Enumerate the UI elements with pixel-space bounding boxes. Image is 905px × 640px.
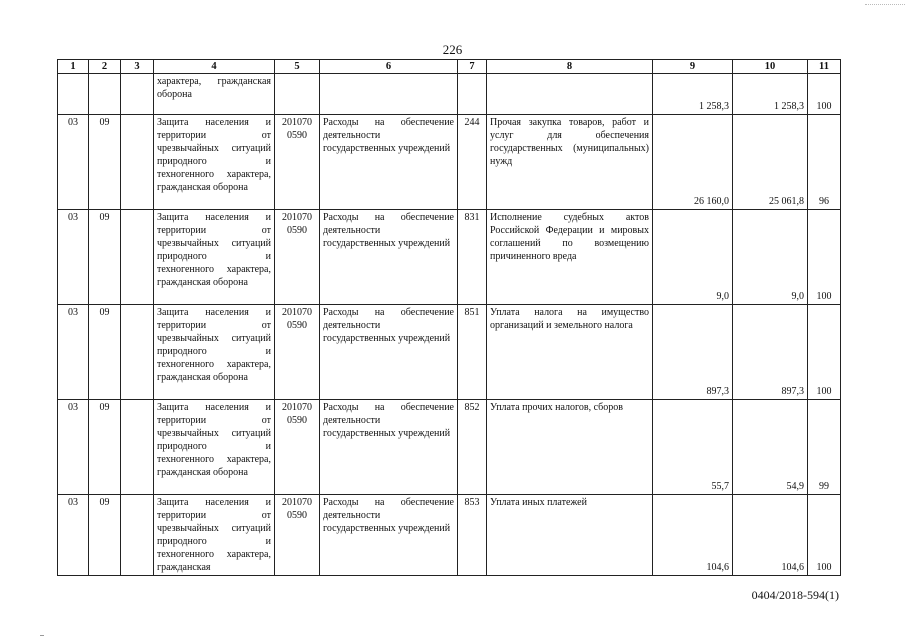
- page-number: 226: [442, 42, 463, 57]
- table-row: [58, 305, 841, 400]
- cell-target-name: Расходы на обеспечение деятельности государственных учреждений: [320, 115, 458, 210]
- cell-target-code: 201070 0590: [275, 305, 320, 400]
- cell-subsection-name: Защита населения и территории от чрезвычайных ситуаций природного и техногенного характера, гражданская оборона: [154, 305, 275, 400]
- table-row: [58, 400, 841, 495]
- table-header-row: [58, 60, 841, 74]
- cell-empty: [121, 74, 154, 115]
- cell-target-code: 201070 0590: [275, 115, 320, 210]
- column-header: 4: [154, 60, 275, 74]
- cell-percent: 100: [808, 305, 841, 400]
- column-header: 9: [653, 60, 733, 74]
- table-row: [58, 115, 841, 210]
- column-header: 5: [275, 60, 320, 74]
- cell-target-code: [275, 74, 320, 115]
- cell-planned: 104,6: [653, 495, 733, 576]
- cell-target-name: Расходы на обеспечение деятельности государственных учреждений: [320, 400, 458, 495]
- cell-subsection: 09: [89, 400, 121, 495]
- cell-subsection: 09: [89, 305, 121, 400]
- cell-empty: [121, 495, 154, 576]
- cell-expense-type: 831: [458, 210, 487, 305]
- cell-executed: 104,6: [733, 495, 808, 576]
- cell-expense-name: Исполнение судебных актов Российской Федерации и мировых соглашений по возмещению причиненного вреда: [487, 210, 653, 305]
- scan-artifact: [40, 635, 44, 636]
- cell-percent: 100: [808, 210, 841, 305]
- cell-empty: [121, 210, 154, 305]
- cell-subsection: [89, 74, 121, 115]
- cell-target-name: Расходы на обеспечение деятельности государственных учреждений: [320, 495, 458, 576]
- cell-subsection: 09: [89, 115, 121, 210]
- cell-planned: 55,7: [653, 400, 733, 495]
- cell-subsection: 09: [89, 495, 121, 576]
- cell-target-name: [320, 74, 458, 115]
- cell-subsection-name: Защита населения и территории от чрезвычайных ситуаций природного и техногенного характера, гражданская: [154, 495, 275, 576]
- cell-subsection-name: Защита населения и территории от чрезвычайных ситуаций природного и техногенного характера, гражданская оборона: [154, 210, 275, 305]
- cell-target-code: 201070 0590: [275, 210, 320, 305]
- cell-percent: 99: [808, 400, 841, 495]
- cell-target-name: Расходы на обеспечение деятельности государственных учреждений: [320, 210, 458, 305]
- budget-table: [57, 59, 841, 576]
- cell-executed: 54,9: [733, 400, 808, 495]
- cell-executed: 897,3: [733, 305, 808, 400]
- cell-expense-type: 852: [458, 400, 487, 495]
- cell-target-code: 201070 0590: [275, 495, 320, 576]
- scan-artifact: [865, 4, 905, 5]
- column-header: 10: [733, 60, 808, 74]
- column-header: 1: [58, 60, 89, 74]
- cell-planned: 1 258,3: [653, 74, 733, 115]
- cell-executed: 9,0: [733, 210, 808, 305]
- cell-section: 03: [58, 115, 89, 210]
- document-code: 0404/2018-594(1): [751, 588, 839, 602]
- cell-expense-name: Уплата налога на имущество организаций и земельного налога: [487, 305, 653, 400]
- cell-subsection: 09: [89, 210, 121, 305]
- table-row: [58, 495, 841, 576]
- column-header: 6: [320, 60, 458, 74]
- cell-subsection-name: Защита населения и территории от чрезвычайных ситуаций природного и техногенного характера, гражданская оборона: [154, 115, 275, 210]
- column-header: 11: [808, 60, 841, 74]
- cell-section: [58, 74, 89, 115]
- cell-percent: 100: [808, 495, 841, 576]
- cell-expense-name: Уплата иных платежей: [487, 495, 653, 576]
- cell-empty: [121, 115, 154, 210]
- cell-empty: [121, 400, 154, 495]
- cell-expense-type: 244: [458, 115, 487, 210]
- cell-executed: 25 061,8: [733, 115, 808, 210]
- column-header: 8: [487, 60, 653, 74]
- cell-percent: 96: [808, 115, 841, 210]
- cell-planned: 26 160,0: [653, 115, 733, 210]
- column-header: 2: [89, 60, 121, 74]
- table-row: [58, 74, 841, 115]
- cell-executed: 1 258,3: [733, 74, 808, 115]
- cell-target-code: 201070 0590: [275, 400, 320, 495]
- cell-expense-type: 853: [458, 495, 487, 576]
- column-header: 3: [121, 60, 154, 74]
- cell-planned: 897,3: [653, 305, 733, 400]
- cell-subsection-name: характера, гражданская оборона: [154, 74, 275, 115]
- cell-section: 03: [58, 210, 89, 305]
- cell-expense-type: 851: [458, 305, 487, 400]
- cell-section: 03: [58, 495, 89, 576]
- cell-section: 03: [58, 305, 89, 400]
- cell-planned: 9,0: [653, 210, 733, 305]
- cell-percent: 100: [808, 74, 841, 115]
- table-row: [58, 210, 841, 305]
- cell-section: 03: [58, 400, 89, 495]
- column-header: 7: [458, 60, 487, 74]
- cell-expense-name: Прочая закупка товаров, работ и услуг для обеспечения государственных (муниципальных) нужд: [487, 115, 653, 210]
- cell-empty: [121, 305, 154, 400]
- cell-target-name: Расходы на обеспечение деятельности государственных учреждений: [320, 305, 458, 400]
- cell-subsection-name: Защита населения и территории от чрезвычайных ситуаций природного и техногенного характера, гражданская оборона: [154, 400, 275, 495]
- cell-expense-type: [458, 74, 487, 115]
- cell-expense-name: [487, 74, 653, 115]
- cell-expense-name: Уплата прочих налогов, сборов: [487, 400, 653, 495]
